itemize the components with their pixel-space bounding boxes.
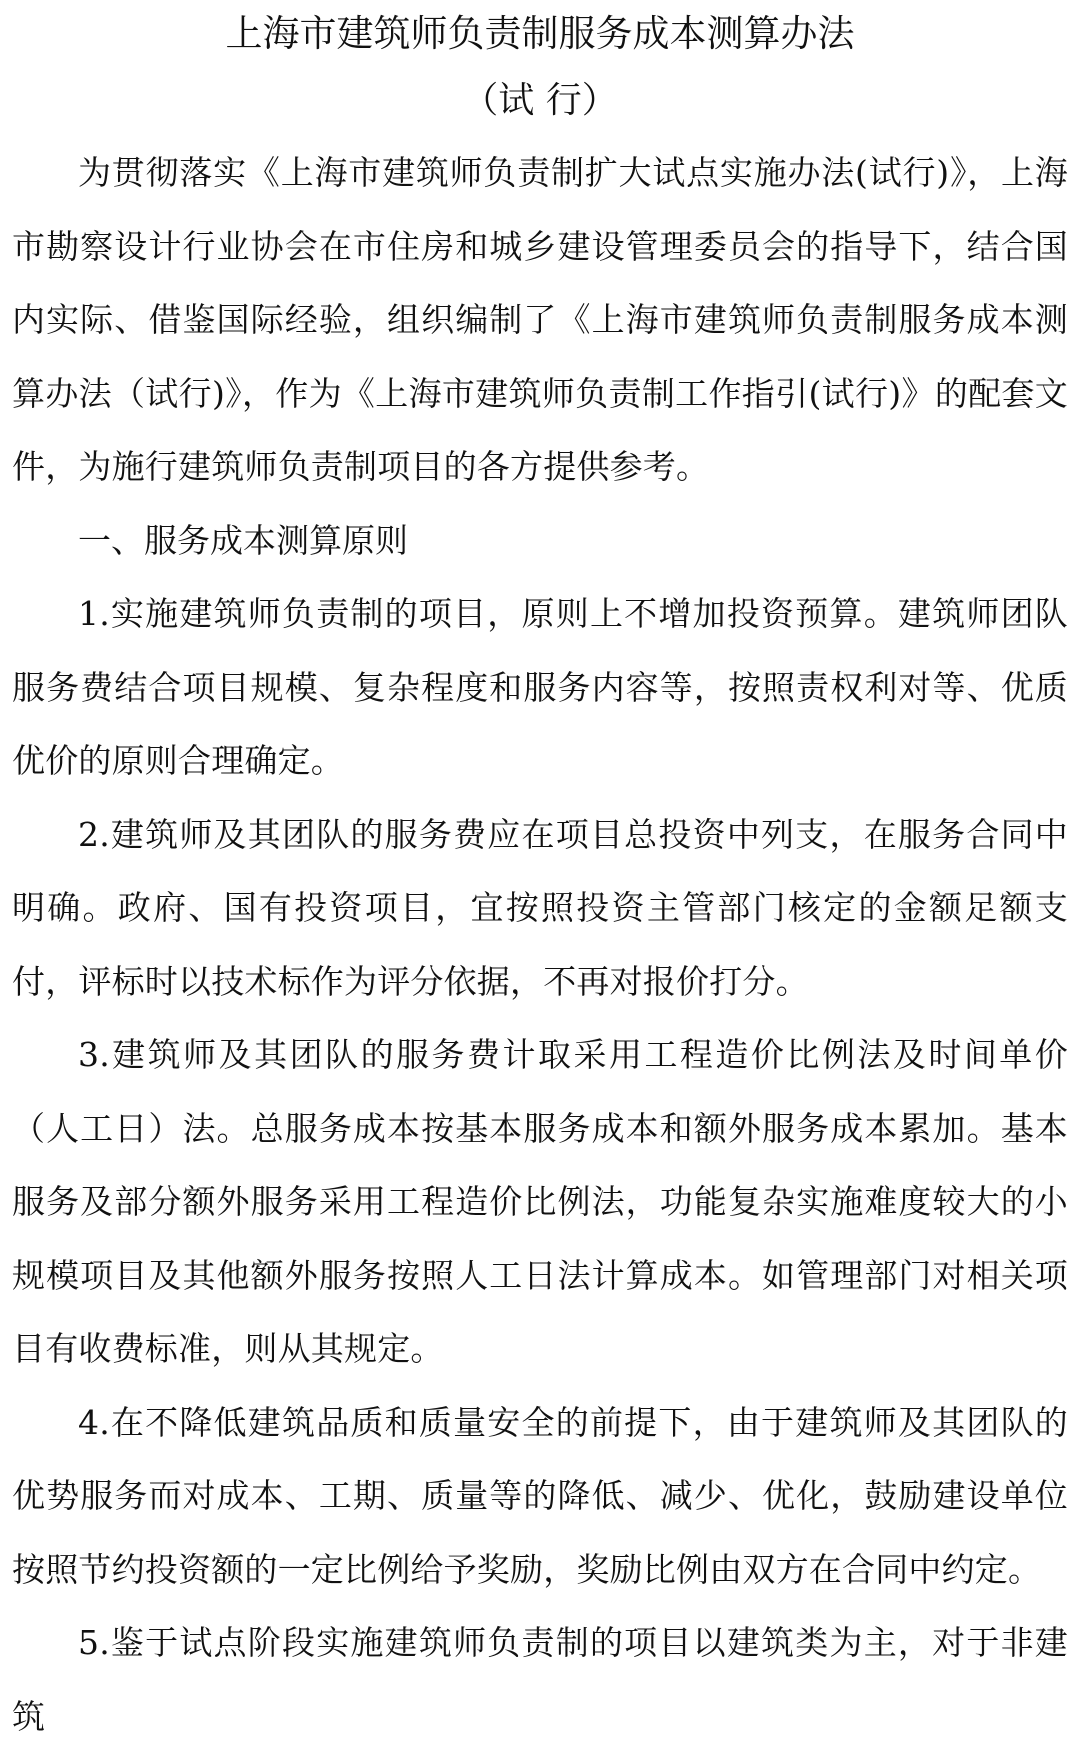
section-heading: 一、服务成本测算原则	[78, 520, 408, 560]
principle-item-5: 5.鉴于试点阶段实施建筑师负责制的项目以建筑类为主，对于非建筑	[12, 1623, 1068, 1736]
principle-item-3: 3.建筑师及其团队的服务费计取采用工程造价比例法及时间单价（人工日）法。总服务成本按基本服务成本和额外服务成本累加。基本服务及部分额外服务采用工程造价比例法，功能复杂实施难度较大的小规模项目及其他额外服务按照人工日法计算成本。如管理部门对相关项目有收费标准，则从其规定。	[12, 1035, 1068, 1368]
principle-item-2: 2.建筑师及其团队的服务费应在项目总投资中列支，在服务合同中明确。政府、国有投资项目，宜按照投资主管部门核定的金额足额支付，评标时以技术标作为评分依据，不再对报价打分。	[12, 814, 1068, 1001]
intro-paragraph: 为贯彻落实《上海市建筑师负责制扩大试点实施办法(试行)》，上海市勘察设计行业协会在市住房和城乡建设管理委员会的指导下，结合国内实际、借鉴国际经验，组织编制了《上海市建筑师负责制服务成本测算办法（试行)》，作为《上海市建筑师负责制工作指引(试行)》的配套文件，为施行建筑师负责制项目的各方提供参考。	[12, 153, 1068, 486]
principle-item-1: 1.实施建筑师负责制的项目，原则上不增加投资预算。建筑师团队服务费结合项目规模、复杂程度和服务内容等，按照责权利对等、优质优价的原则合理确定。	[12, 594, 1068, 780]
document-title: 上海市建筑师负责制服务成本测算办法	[225, 12, 855, 55]
principle-item-4: 4.在不降低建筑品质和质量安全的前提下，由于建筑师及其团队的优势服务而对成本、工期、质量等的降低、减少、优化，鼓励建设单位按照节约投资额的一定比例给予奖励，奖励比例由双方在合同中约定。	[12, 1402, 1068, 1589]
document-subtitle: （试 行）	[462, 80, 618, 121]
